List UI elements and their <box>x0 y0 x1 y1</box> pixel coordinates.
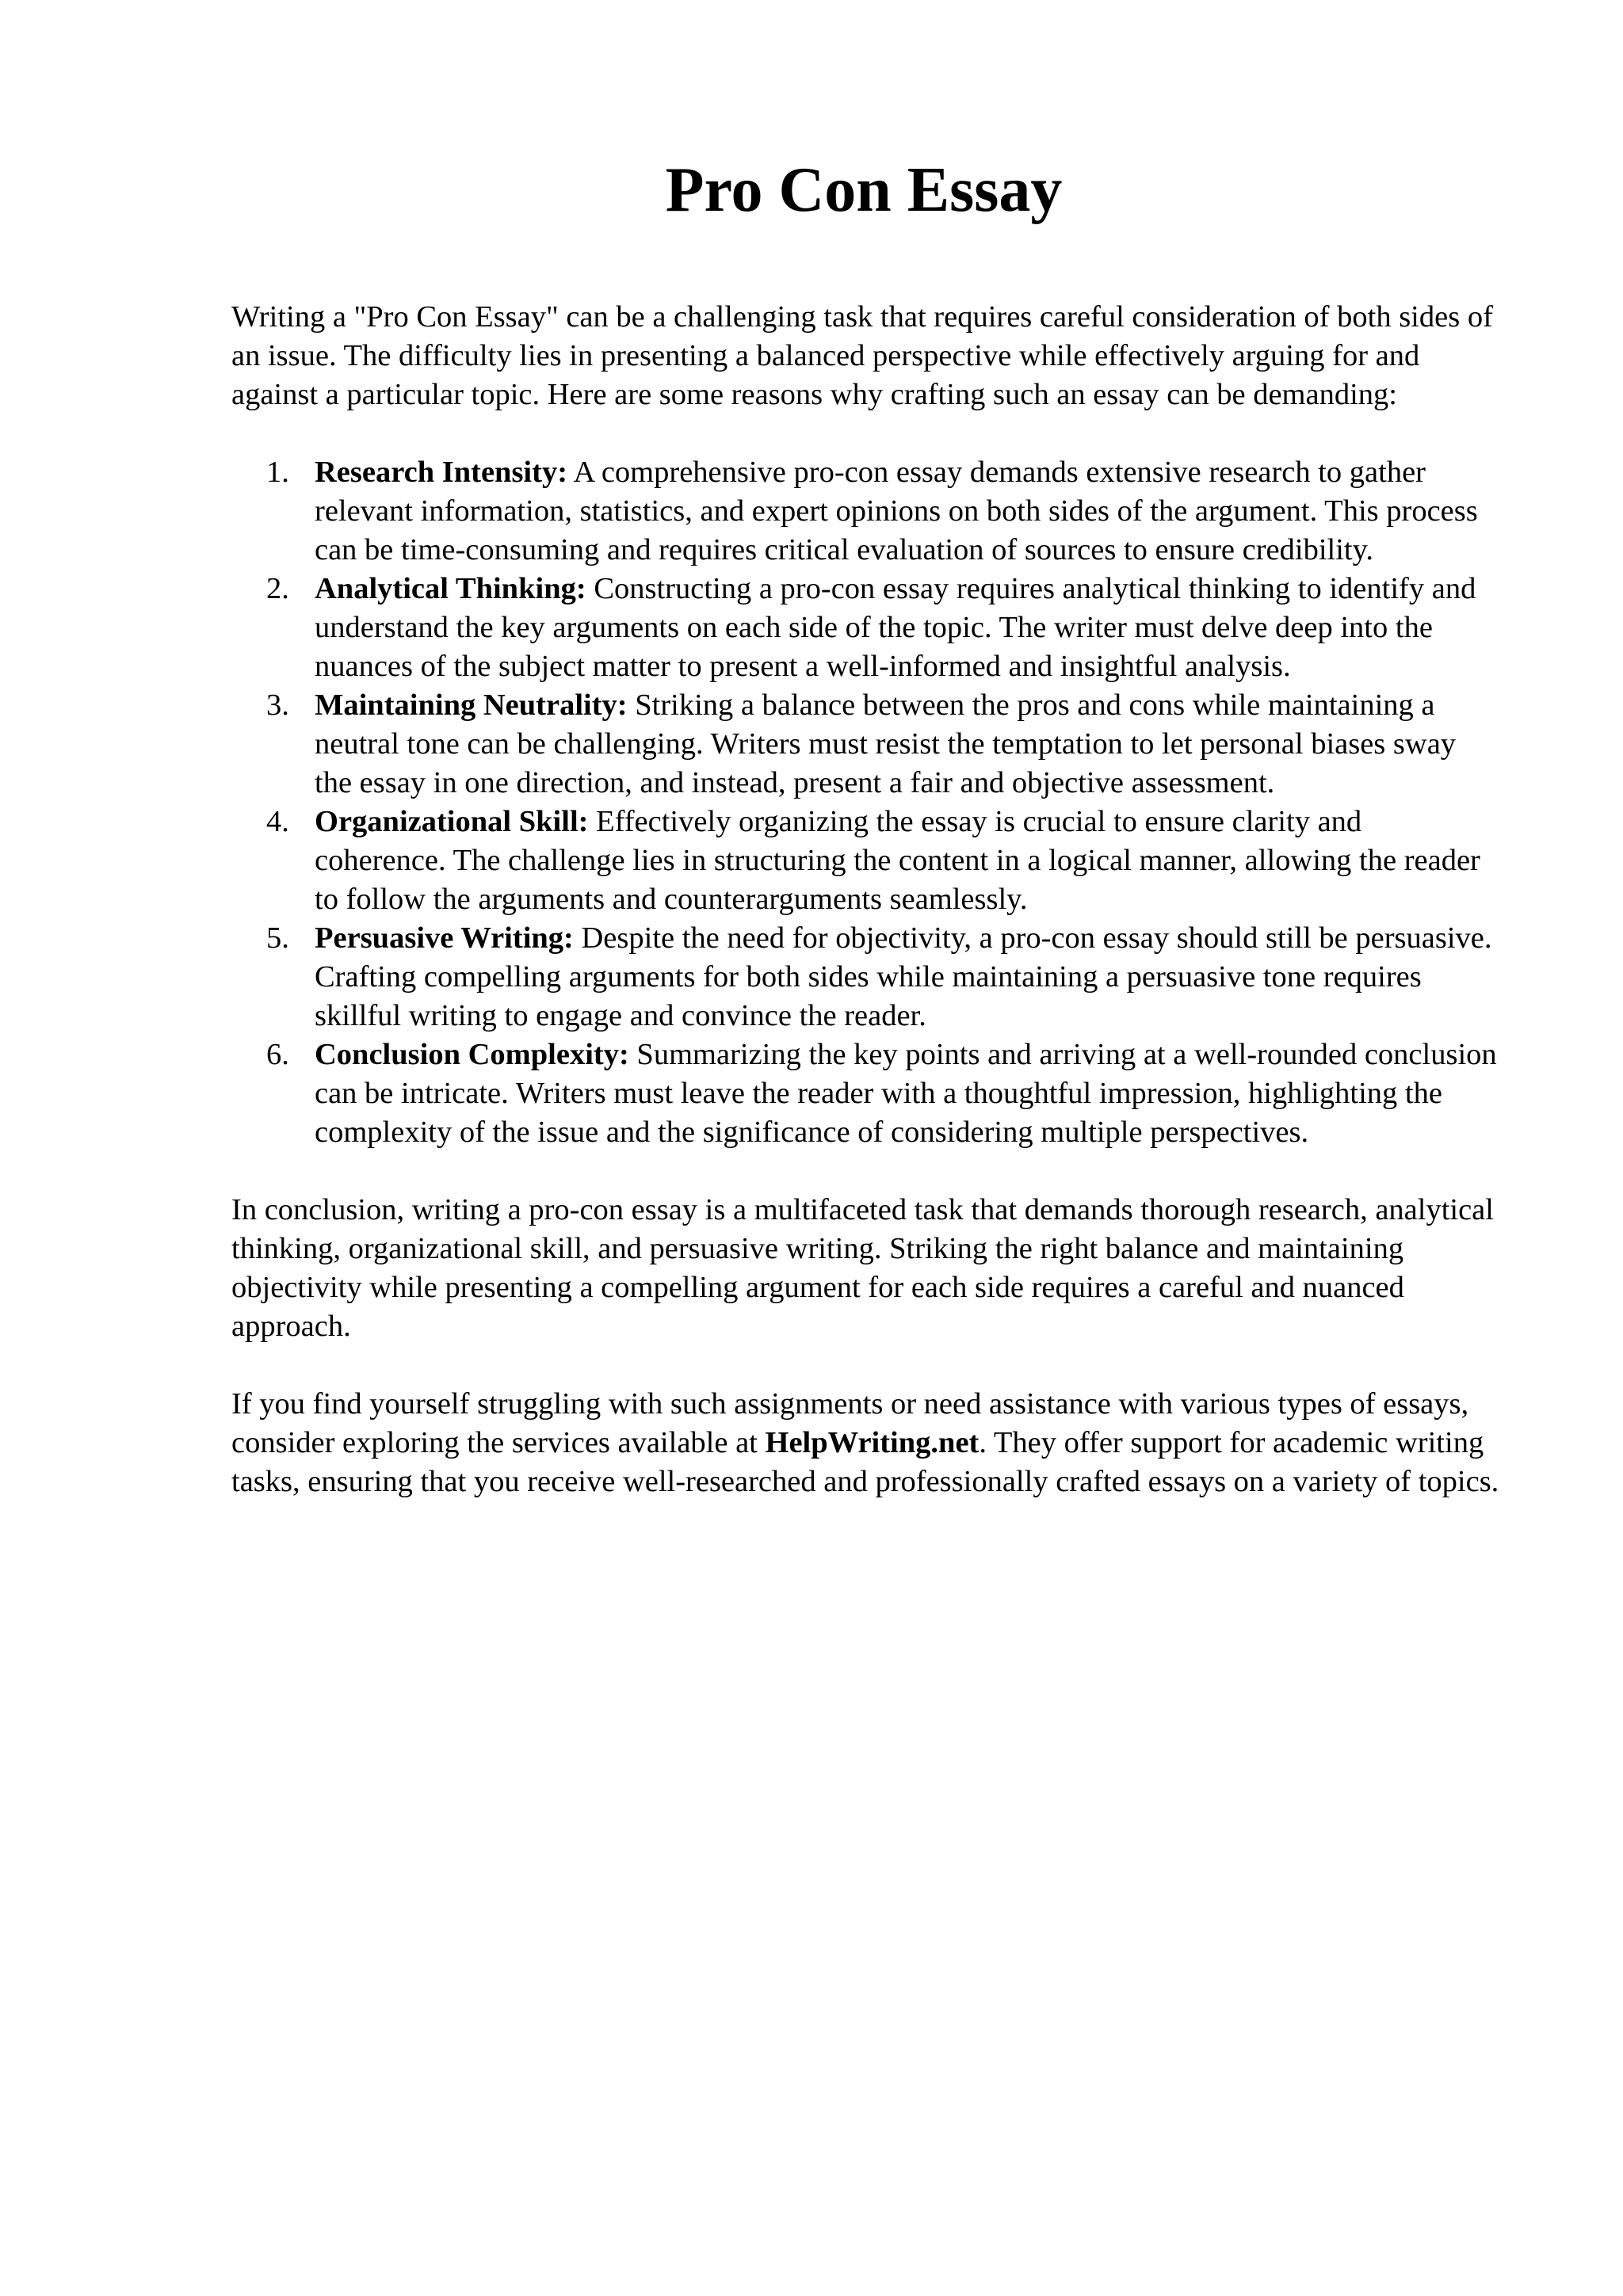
reasons-list <box>231 453 1499 1152</box>
list-item-text: Despite the need for objectivity, a pro-con essay should still be persuasive. Crafting compelling arguments for both sides while maintaining a persuasive tone requires skillful writing to engage and convince the reader. <box>315 921 1492 1032</box>
page-title: Pro Con Essay <box>665 155 1063 225</box>
document-body <box>231 298 1499 1501</box>
helpwriting-link[interactable]: HelpWriting.net <box>765 1426 980 1459</box>
closing-text-before: If you find yourself struggling with such assignments or need assistance with various types of essays, consider exploring the services available at <box>231 1387 1469 1459</box>
list-item-number: 1. <box>266 456 289 489</box>
list-item-text: A comprehensive pro-con essay demands extensive research to gather relevant information, statistics, and expert opinions on both sides of the argument. This process can be time-consuming and requires critical evaluation of sources to ensure credibility. <box>315 456 1478 566</box>
list-item <box>231 453 1499 570</box>
list-item-heading: Maintaining Neutrality: <box>315 688 628 722</box>
list-item-text: Constructing a pro-con essay requires analytical thinking to identify and understand the key arguments on each side of the topic. The writer must delve deep into the nuances of the subject matter to present a well-informed and insightful analysis. <box>315 572 1476 683</box>
list-item-text: Summarizing the key points and arriving at a well-rounded conclusion can be intricate. Writers must leave the reader with a thoughtful impression, highlighting the complexity of the issue and the significance of considering multiple perspectives. <box>315 1038 1497 1149</box>
list-item <box>231 1035 1499 1152</box>
list-item-text: Striking a balance between the pros and cons while maintaining a neutral tone can be challenging. Writers must resist the temptation to let personal biases sway the essay in one direction, and instead, present a fair and objective assessment. <box>315 688 1457 799</box>
list-item <box>231 919 1499 1035</box>
closing-paragraph <box>231 1385 1499 1501</box>
list-item-number: 3. <box>266 688 289 722</box>
list-item-number: 5. <box>266 921 289 955</box>
list-item-number: 4. <box>266 805 289 838</box>
list-item <box>231 686 1499 803</box>
list-item-heading: Conclusion Complexity: <box>315 1038 629 1071</box>
intro-paragraph: Writing a "Pro Con Essay" can be a challenging task that requires careful consideration of both sides of an issue. The difficulty lies in presenting a balanced perspective while effectively arguing for and against a particular topic. Here are some reasons why crafting such an essay can be demanding: <box>231 300 1493 411</box>
list-item-number: 2. <box>266 572 289 605</box>
list-item <box>231 570 1499 686</box>
list-item-heading: Research Intensity: <box>315 456 568 489</box>
conclusion-paragraph: In conclusion, writing a pro-con essay is a multifaceted task that demands thorough research, analytical thinking, organizational skill, and persuasive writing. Striking the right balance and maintaining objectivity while presenting a compelling argument for each side requires a careful and nuanced approach. <box>231 1193 1494 1343</box>
list-item-heading: Persuasive Writing: <box>315 921 574 955</box>
list-item-number: 6. <box>266 1038 289 1071</box>
list-item <box>231 803 1499 919</box>
list-item-heading: Analytical Thinking: <box>315 572 586 605</box>
list-item-text: Effectively organizing the essay is crucial to ensure clarity and coherence. The challenge lies in structuring the content in a logical manner, allowing the reader to follow the arguments and counterarguments seamlessly. <box>315 805 1480 916</box>
list-item-heading: Organizational Skill: <box>315 805 589 838</box>
closing-text-after: . They offer support for academic writing tasks, ensuring that you receive well-researched and professionally crafted essays on a variety of topics. <box>231 1426 1499 1498</box>
